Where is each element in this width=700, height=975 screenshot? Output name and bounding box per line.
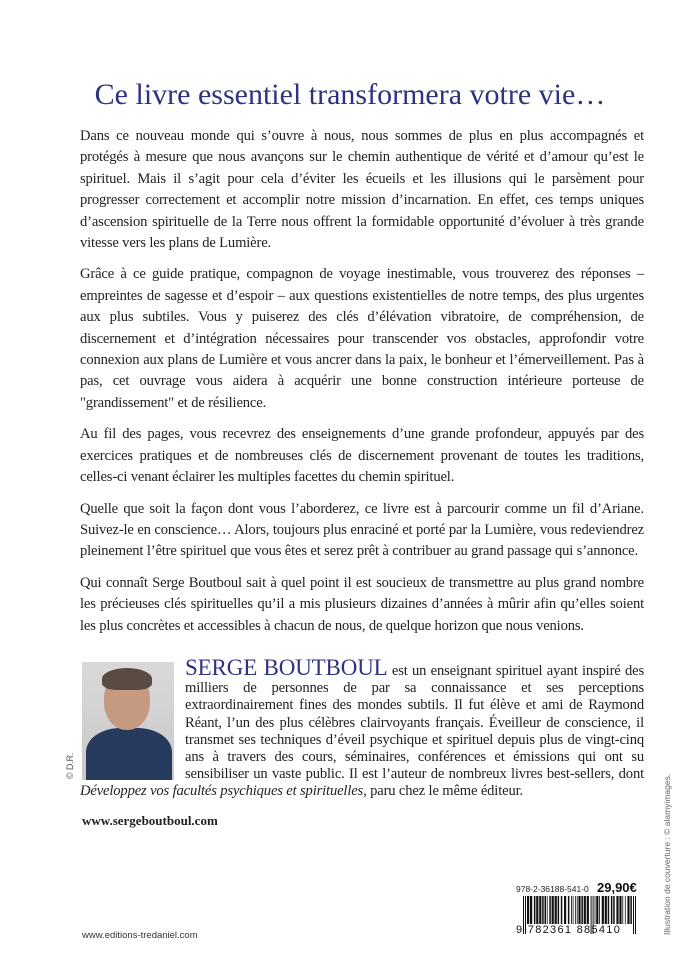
author-photo bbox=[82, 662, 174, 780]
barcode-bar bbox=[527, 896, 529, 924]
barcode-bar bbox=[578, 896, 580, 924]
barcode-bar bbox=[530, 896, 532, 924]
barcode-number: 9 782361 885410 bbox=[516, 924, 622, 936]
barcode-bar bbox=[539, 896, 541, 924]
blurb-paragraph: Dans ce nouveau monde qui s’ouvre à nous, nous sommes de plus en plus accompagnés et protégés à mesure que nous avançons sur le chemin authentique de vérité et d’amour qu’est le spirituel. Mais il s’agit pour cela d’éviter les écueils et les illusions qui le parsèment pour progresser correctement et accomplir notre mission d’incarnation. En effet, ces temps uniques d’ascension spirituelle de la Terre nous offrent la formidable opportunité d’évoluer à très grande vitesse vers les plans de Lumière. bbox=[80, 128, 644, 252]
photo-credit: © D.R. bbox=[65, 752, 75, 779]
barcode-bar bbox=[616, 896, 618, 924]
publisher-website[interactable]: www.editions-tredaniel.com bbox=[82, 930, 198, 941]
blurb-paragraph: Qui connaît Serge Boutboul sait à quel point il est soucieux de transmettre au plus grand nombre les précieuses clés spirituelles qu’il a mis plusieurs dizaines d’années à mûrir afin qu’elles soient les plus concrètes et accessibles à chacun de nous, de quelque horizon que nous venions. bbox=[80, 574, 644, 634]
barcode-bar bbox=[564, 896, 566, 924]
barcode-bar bbox=[625, 896, 626, 924]
blurb-paragraph: Au fil des pages, vous recevrez des enseignements d’une grande profondeur, appuyés par des exercices pratiques et de nombreuses clés de discernement provenant de toutes les traditions, celles-ci venant éclairer les multiples facettes du chemin spirituel. bbox=[80, 426, 644, 486]
barcode-bar bbox=[613, 896, 615, 924]
barcode-bar bbox=[635, 896, 636, 934]
author-bio bbox=[65, 654, 644, 801]
author-name: SERGE BOUTBOUL bbox=[185, 654, 388, 680]
barcode-bar bbox=[561, 896, 563, 924]
barcode-bar bbox=[568, 896, 570, 924]
barcode-bar bbox=[555, 896, 557, 924]
barcode-bar bbox=[545, 896, 547, 924]
barcode-bar bbox=[536, 896, 538, 924]
barcode-bar bbox=[633, 896, 634, 934]
main-content bbox=[65, 126, 644, 829]
cover-headline: Ce livre essentiel transformera votre vie… bbox=[94, 78, 606, 111]
barcode-bar bbox=[608, 896, 610, 924]
barcode-bar bbox=[581, 896, 583, 924]
book-title: Développez vos facultés psychiques et spirituelles bbox=[80, 783, 364, 800]
author-website[interactable]: www.sergeboutboul.com bbox=[82, 812, 218, 828]
barcode-bar bbox=[599, 896, 600, 924]
barcode-bar bbox=[630, 896, 632, 924]
barcode-bar bbox=[587, 896, 589, 924]
barcode-bar bbox=[547, 896, 548, 924]
bio-text: est un enseignant spirituel ayant inspiré des milliers de personnes de par sa connaissance et ses perceptions extraordinairement fines des mondes subtils. Il fut élève et ami de Raymond Réant, l’un des plus célèbres clairvoyants français. Éveilleur de conscience, il transmet ses techniques d’éveil psychique et spirituel depuis plus de vingt-cinq ans à travers des cours, séminaires, conférences et émissions qui ont su sensibiliser un vaste public. Il est l’auteur de nombreux livres best-sellers, dont bbox=[185, 662, 644, 783]
isbn: 978-2-36188-541-0 bbox=[516, 884, 589, 894]
barcode-bar bbox=[602, 896, 604, 924]
barcode-bar bbox=[605, 896, 607, 924]
barcode-bar bbox=[573, 896, 574, 924]
barcode-bar bbox=[595, 896, 596, 924]
barcode-bar bbox=[619, 896, 621, 924]
cover-credit: Illustration de couverture : © alamyimages. bbox=[662, 773, 672, 935]
barcode-bar bbox=[542, 896, 544, 924]
barcode-bar bbox=[584, 896, 586, 924]
barcode-bar bbox=[571, 896, 572, 924]
barcode-bar bbox=[596, 896, 598, 924]
barcode-bar bbox=[627, 896, 629, 924]
barcode-bar bbox=[558, 896, 560, 924]
barcode-bar bbox=[552, 896, 554, 924]
blurb-paragraph: Grâce à ce guide pratique, compagnon de voyage inestimable, vous trouverez des réponses – empreintes de sagesse et d’espoir – aux questions existentielles de notre temps, des plus urgentes aux plus subtiles. Vous y puiserez des clés d’élévation vibratoire, de compréhension, de discernement et d’intégration nécessaires pour transcender vos obstacles, approfondir votre connexion aux plans de Lumière et vous ancrer dans la paix, le bonheur et l’émerveillement. Pas à pas, cet ouvrage vous aidera à acquérir une bonne construction intérieure porteuse de "grandissement" et de résilience. bbox=[80, 266, 644, 411]
barcode-bar bbox=[534, 896, 536, 924]
barcode-bar bbox=[577, 896, 578, 924]
barcode-bar bbox=[611, 896, 613, 924]
blurb-paragraph: Quelle que soit la façon dont vous l’aborderez, ce livre est à parcourir comme un fil d’Ariane. Suivez-le en conscience… Alors, toujours plus enraciné et porté par la Lumière, vous redeviendrez pleinement l’être spirituel que vous êtes et serez prêt à contribuer au grand passage qui s’annonce. bbox=[80, 500, 644, 560]
barcode-bar bbox=[575, 896, 576, 924]
blurb bbox=[80, 126, 644, 637]
barcode-bar bbox=[549, 896, 551, 924]
bio-text-end: , paru chez le même éditeur. bbox=[363, 783, 523, 800]
barcode-bar bbox=[622, 896, 623, 924]
price: 29,90€ bbox=[597, 880, 637, 895]
